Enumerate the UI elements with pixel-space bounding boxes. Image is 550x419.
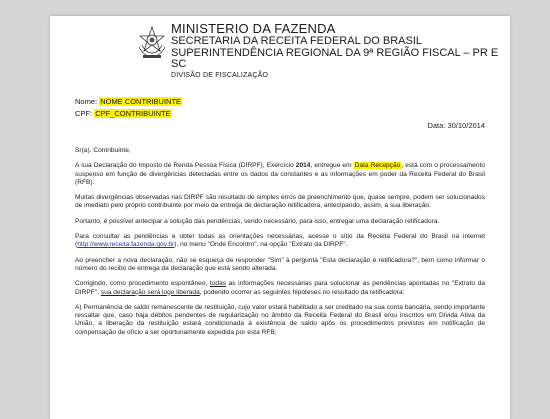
name-label: Nome: [75,97,98,106]
letter-date: Data: 30/10/2014 [427,121,485,130]
underlined-todas: todas [209,280,227,288]
brazil-coat-of-arms-icon [136,25,168,59]
reception-date: Data Recepção [354,162,401,170]
recipient-cpf [75,110,172,118]
division-line: DIVISÃO DE FISCALIZAÇÃO [171,72,269,79]
regional-line: SUPERINTENDÊNCIA REGIONAL DA 9ª REGIÃO FISCAL – PR E SC [171,47,499,70]
name-value: NOME CONTRIBUINTE [100,97,182,106]
paragraph-1: A sua Declaração do Imposto de Renda Pessoa Física (DIRPF), Exercício 2014, entregue em Data Recepção, está com o processamento suspenso em função de divergências detectadas entre os dados da constantes e as informações em poder da Receita Federal do Brasil (RFB). [75,162,486,186]
letter-page [50,16,510,419]
secretariat-line: SECRETARIA DA RECEITA FEDERAL DO BRASIL [171,35,423,47]
receita-link[interactable]: http://www.receita.fazenda.gov.br [77,241,175,249]
paragraph-4: Para consultar as pendências e obter todas as orientações necessárias, acesse o sítio da Receita Federal do Brasil na internet (http://www.receita.fazenda.gov.br), no menu "Onde Encontro", na opção "Extrato da DIRPF". [75,233,485,249]
letterhead [171,22,510,79]
greeting: Sr(a). Contribuinte, [75,147,131,154]
recipient-name [75,98,182,106]
cpf-value: CPF_CONTRIBUINTE [95,109,171,118]
paragraph-6: Corrigindo, como procedimento espontâneo, todas as informações necessárias para solucionar as pendências apontadas no "Extrato da DIRPF", sua declaração será logo liberada, podendo ocorrer as seguintes hipóteses no resultado da retificadora: [75,280,486,296]
paragraph-7: A) Permanência de saldo remanescente de restituição, cujo valor estará habilitado a ser creditado na sua conta bancária, sendo importante ressaltar que, caso haja débitos pendentes de regularização no âmbito da Receita Federal do Brasil e/ou inscritos em Dívida Ativa da União, a liberação da restituição estará condicionada à existência de saldo após os procedimentos previstos em notificação de compensação de ofício a ser oportunamente expedida por esta RFB; [75,303,485,336]
paragraph-2: Muitas divergências observadas nas DIRPF são resultado de simples erros de preenchimento que, quase sempre, podem ser solucionados de imediato pelo próprio contribuinte por meio da entrega de declaração retificadora, antecipando, assim, a sua liberação. [75,194,485,210]
exercise-year: 2014 [295,162,311,170]
letter-body [75,147,485,344]
underlined-liberada: sua declaração será logo liberada [100,288,200,296]
paragraph-3: Portanto, é possível antecipar a solução das pendências, sendo necessário, para isso, entregar uma declaração retificadora. [75,217,440,225]
ministry-title: MINISTERIO DA FAZENDA [171,21,336,36]
paragraph-5: Ao preencher a nova declaração, não se esqueça de responder "Sim" à pergunta "Esta declaração é retificadora?", bem como informar o número do recibo de entrega da declaração que está sendo alterada. [75,256,485,272]
cpf-label: CPF: [75,109,93,118]
